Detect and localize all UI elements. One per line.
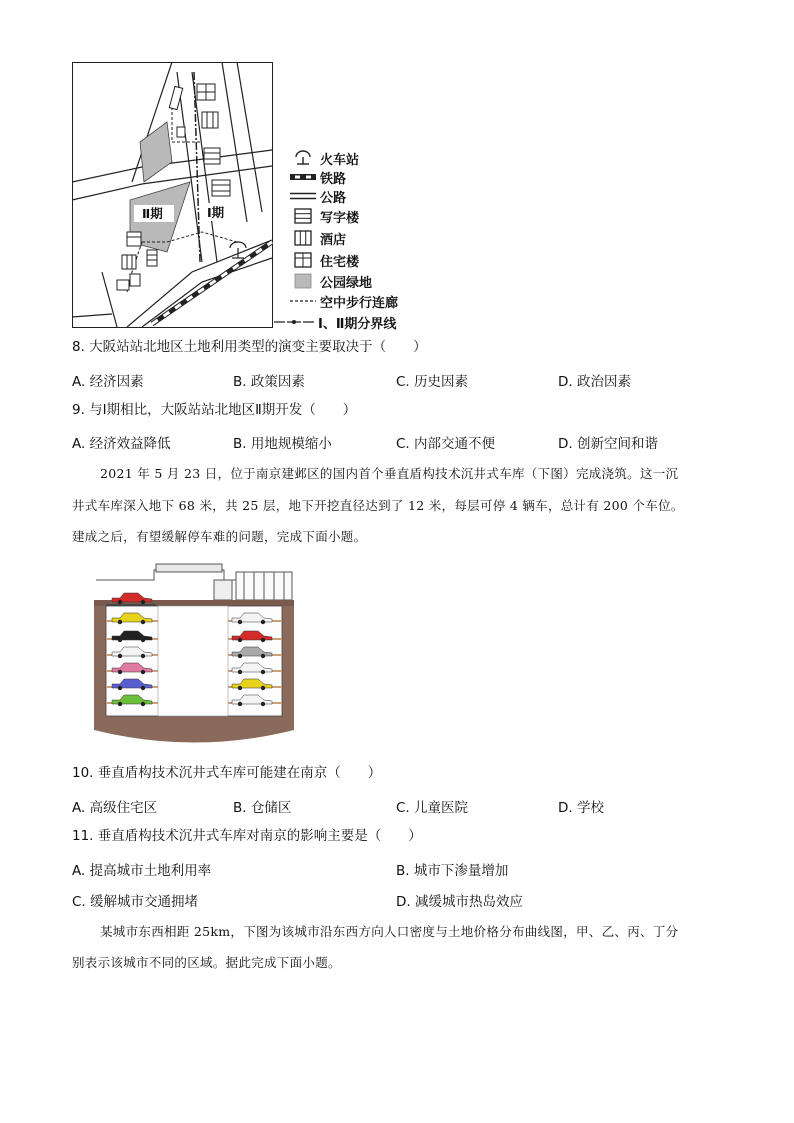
question-10-stem: 10. 垂直盾构技术沉井式车库可能建在南京（ ） xyxy=(72,765,382,781)
legend-train-station xyxy=(290,148,359,168)
passage-city-line-1: 某城市东西相距 25km，下图为该城市沿东西方向人口密度与土地价格分布曲线图，甲、乙、丙、丁分 xyxy=(100,924,679,939)
legend-road xyxy=(290,186,346,206)
legend-label: 公路 xyxy=(320,190,347,206)
hotel-icon xyxy=(290,229,316,247)
legend-label: 铁路 xyxy=(320,171,347,187)
passage-city-line-2: 别表示该城市不同的区域。据此完成下面小题。 xyxy=(72,955,341,970)
legend-boundary xyxy=(274,312,396,332)
q10-option-b[interactable]: B. 仓储区 xyxy=(233,800,292,816)
sinking-well-garage-figure xyxy=(94,560,294,746)
soil-left xyxy=(94,606,106,716)
q8-option-c[interactable]: C. 历史因素 xyxy=(396,374,469,390)
q9-option-d[interactable]: D. 创新空间和谐 xyxy=(558,436,658,452)
train-station-icon xyxy=(290,149,316,167)
phase-boundary-icon xyxy=(274,313,314,331)
question-9-stem: 9. 与Ⅰ期相比，大阪站站北地区Ⅱ期开发（ ） xyxy=(72,402,357,418)
legend-label: 公园绿地 xyxy=(320,275,373,291)
residential-icon xyxy=(290,251,316,269)
legend-greenland xyxy=(290,271,372,291)
office-building-icon xyxy=(290,207,316,225)
legend-label: 火车站 xyxy=(320,152,360,168)
q11-option-b[interactable]: B. 城市下渗量增加 xyxy=(396,863,509,879)
q11-option-d[interactable]: D. 减缓城市热岛效应 xyxy=(396,894,523,910)
osaka-map-figure xyxy=(72,62,273,328)
legend-label: 写字楼 xyxy=(320,210,360,226)
road-icon xyxy=(290,187,316,205)
passage-garage-line-1: 2021 年 5 月 23 日，位于南京建邺区的国内首个垂直盾构技术沉井式车库（下图）完成浇筑。这一沉 xyxy=(100,466,679,481)
q11-option-a[interactable]: A. 提高城市土地利用率 xyxy=(72,863,212,879)
passage-garage-line-2: 井式车库深入地下 68 米，共 25 层，地下开挖直径达到了 12 米，每层可停 4 辆车，总计有 200 个车位。 xyxy=(72,498,684,513)
soil-bottom xyxy=(94,716,294,743)
question-11-stem: 11. 垂直盾构技术沉井式车库对南京的影响主要是（ ） xyxy=(72,828,422,844)
q10-option-c[interactable]: C. 儿童医院 xyxy=(396,800,469,816)
legend-label: 住宅楼 xyxy=(320,254,360,270)
legend-railway xyxy=(290,167,346,187)
garage-diagram xyxy=(94,560,294,746)
q9-option-b[interactable]: B. 用地规模缩小 xyxy=(233,436,332,452)
q8-option-d[interactable]: D. 政治因素 xyxy=(558,374,631,390)
legend-residential xyxy=(290,250,359,270)
q8-option-a[interactable]: A. 经济因素 xyxy=(72,374,144,390)
q11-option-c[interactable]: C. 缓解城市交通拥堵 xyxy=(72,894,199,910)
phase1-label: Ⅰ期 xyxy=(207,205,225,220)
central-shaft xyxy=(158,606,228,716)
q8-option-b[interactable]: B. 政策因素 xyxy=(233,374,305,390)
park-greenland-icon xyxy=(290,272,316,290)
q10-option-d[interactable]: D. 学校 xyxy=(558,800,604,816)
question-8-stem: 8. 大阪站站北地区土地利用类型的演变主要取决于（ ） xyxy=(72,339,427,355)
passage-garage-line-3: 建成之后，有望缓解停车难的问题，完成下面小题。 xyxy=(72,529,367,544)
legend-label: Ⅰ、Ⅱ期分界线 xyxy=(318,316,397,332)
legend-office xyxy=(290,206,359,226)
phase2-label: Ⅱ期 xyxy=(142,206,163,221)
legend-hotel xyxy=(290,228,346,248)
skywalk-icon xyxy=(290,292,316,310)
q9-option-c[interactable]: C. 内部交通不便 xyxy=(396,436,496,452)
soil-right xyxy=(282,606,294,716)
q9-option-a[interactable]: A. 经济效益降低 xyxy=(72,436,171,452)
map-legend xyxy=(290,148,440,338)
legend-label: 空中步行连廊 xyxy=(320,295,399,311)
legend-label: 酒店 xyxy=(320,232,347,248)
osaka-map xyxy=(72,62,273,328)
q10-option-a[interactable]: A. 高级住宅区 xyxy=(72,800,158,816)
railway-icon xyxy=(290,168,316,186)
legend-skywalk xyxy=(290,291,398,311)
